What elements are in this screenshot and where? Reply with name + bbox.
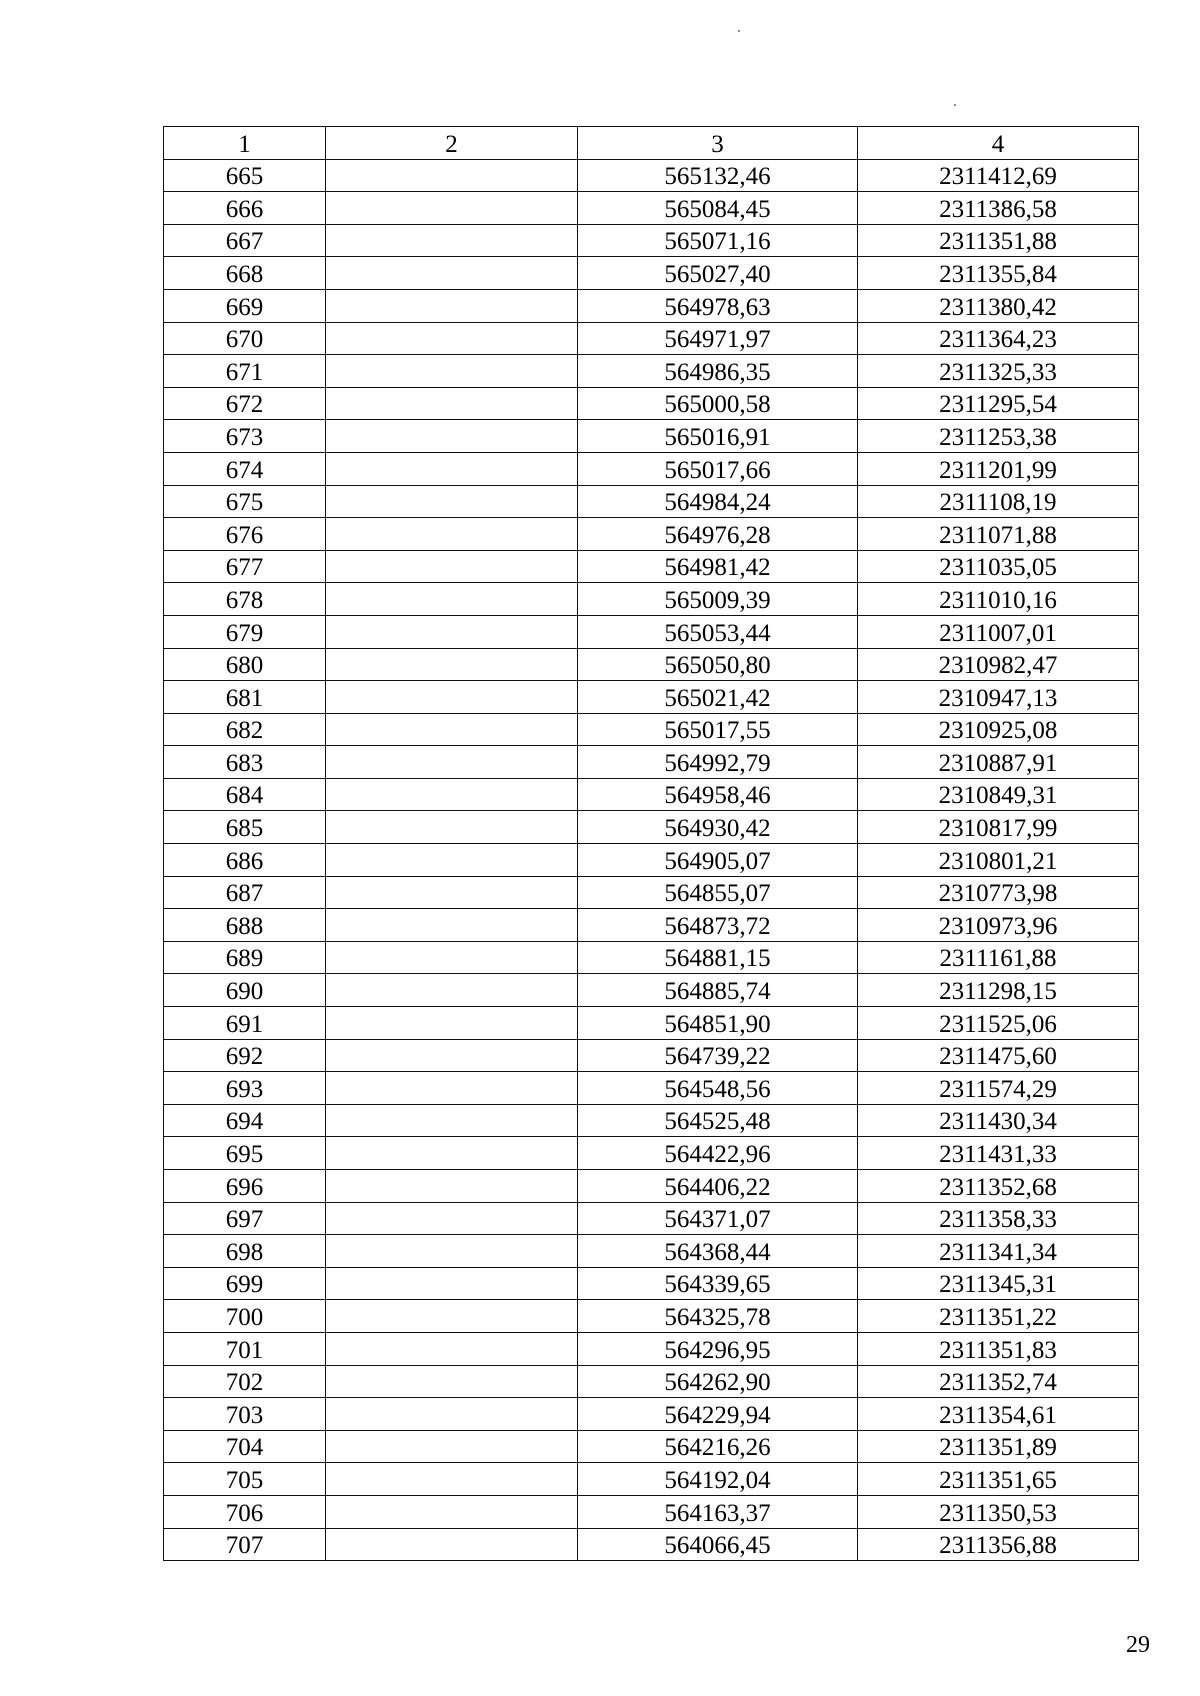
- col-2-cell: [326, 1463, 578, 1496]
- point-number-cell: 697: [164, 1202, 326, 1235]
- table-row: [164, 1267, 1139, 1300]
- x-coordinate-cell: 564971,97: [578, 322, 858, 355]
- x-coordinate-cell: 564881,15: [578, 941, 858, 974]
- y-coordinate-cell: 2311430,34: [858, 1104, 1139, 1137]
- table-row: [164, 1235, 1139, 1268]
- col-2-cell: [326, 355, 578, 388]
- col-2-cell: [326, 1267, 578, 1300]
- point-number-cell: 673: [164, 420, 326, 453]
- x-coordinate-cell: 564339,65: [578, 1267, 858, 1300]
- table-row: [164, 941, 1139, 974]
- x-coordinate-cell: 564525,48: [578, 1104, 858, 1137]
- y-coordinate-cell: 2311354,61: [858, 1398, 1139, 1431]
- table-row: [164, 778, 1139, 811]
- point-number-cell: 674: [164, 452, 326, 485]
- x-coordinate-cell: 565017,55: [578, 713, 858, 746]
- col-2-cell: [326, 1398, 578, 1431]
- col-2-cell: [326, 322, 578, 355]
- x-coordinate-cell: 564406,22: [578, 1170, 858, 1203]
- col-2-cell: [326, 1072, 578, 1105]
- y-coordinate-cell: 2311161,88: [858, 941, 1139, 974]
- point-number-cell: 680: [164, 648, 326, 681]
- table-row: [164, 681, 1139, 714]
- point-number-cell: 693: [164, 1072, 326, 1105]
- col-2-cell: [326, 289, 578, 322]
- table-row: [164, 1463, 1139, 1496]
- point-number-cell: 691: [164, 1007, 326, 1040]
- table-row: [164, 876, 1139, 909]
- scan-speck: [738, 30, 740, 32]
- table-row: [164, 420, 1139, 453]
- table-row: [164, 452, 1139, 485]
- x-coordinate-cell: 564873,72: [578, 909, 858, 942]
- point-number-cell: 666: [164, 192, 326, 225]
- table-row: [164, 648, 1139, 681]
- col-2-cell: [326, 1170, 578, 1203]
- y-coordinate-cell: 2311325,33: [858, 355, 1139, 388]
- point-number-cell: 681: [164, 681, 326, 714]
- y-coordinate-cell: 2311007,01: [858, 615, 1139, 648]
- col-2-cell: [326, 778, 578, 811]
- col-2-cell: [326, 387, 578, 420]
- x-coordinate-cell: 564978,63: [578, 289, 858, 322]
- y-coordinate-cell: 2310773,98: [858, 876, 1139, 909]
- col-2-cell: [326, 1430, 578, 1463]
- col-2-cell: [326, 420, 578, 453]
- col-2-cell: [326, 452, 578, 485]
- table-row: [164, 1072, 1139, 1105]
- col-2-cell: [326, 159, 578, 192]
- y-coordinate-cell: 2310925,08: [858, 713, 1139, 746]
- col-2-cell: [326, 550, 578, 583]
- x-coordinate-cell: 565053,44: [578, 615, 858, 648]
- col-2-cell: [326, 518, 578, 551]
- point-number-cell: 705: [164, 1463, 326, 1496]
- x-coordinate-cell: 565021,42: [578, 681, 858, 714]
- table-header: [164, 127, 1139, 160]
- point-number-cell: 686: [164, 844, 326, 877]
- point-number-cell: 675: [164, 485, 326, 518]
- x-coordinate-cell: 564216,26: [578, 1430, 858, 1463]
- table-row: [164, 518, 1139, 551]
- y-coordinate-cell: 2311386,58: [858, 192, 1139, 225]
- point-number-cell: 670: [164, 322, 326, 355]
- table-row: [164, 1170, 1139, 1203]
- y-coordinate-cell: 2311351,22: [858, 1300, 1139, 1333]
- x-coordinate-cell: 565027,40: [578, 257, 858, 290]
- col-2-cell: [326, 1202, 578, 1235]
- col-2-cell: [326, 1007, 578, 1040]
- y-coordinate-cell: 2311574,29: [858, 1072, 1139, 1105]
- point-number-cell: 685: [164, 811, 326, 844]
- col-2-cell: [326, 746, 578, 779]
- page-number: 29: [1126, 1632, 1150, 1658]
- table-row: [164, 387, 1139, 420]
- header-col-2: 2: [326, 127, 578, 160]
- table-row: [164, 1039, 1139, 1072]
- col-2-cell: [326, 1039, 578, 1072]
- y-coordinate-cell: 2311364,23: [858, 322, 1139, 355]
- point-number-cell: 702: [164, 1365, 326, 1398]
- table-row: [164, 355, 1139, 388]
- x-coordinate-cell: 564885,74: [578, 974, 858, 1007]
- table-row: [164, 746, 1139, 779]
- scan-speck: [954, 104, 956, 106]
- table-row: [164, 1528, 1139, 1561]
- table-body: [164, 159, 1139, 1561]
- point-number-cell: 699: [164, 1267, 326, 1300]
- point-number-cell: 687: [164, 876, 326, 909]
- point-number-cell: 676: [164, 518, 326, 551]
- point-number-cell: 698: [164, 1235, 326, 1268]
- y-coordinate-cell: 2310973,96: [858, 909, 1139, 942]
- table-row: [164, 550, 1139, 583]
- point-number-cell: 690: [164, 974, 326, 1007]
- y-coordinate-cell: 2311431,33: [858, 1137, 1139, 1170]
- x-coordinate-cell: 564368,44: [578, 1235, 858, 1268]
- col-2-cell: [326, 648, 578, 681]
- y-coordinate-cell: 2311071,88: [858, 518, 1139, 551]
- x-coordinate-cell: 565009,39: [578, 583, 858, 616]
- y-coordinate-cell: 2311351,83: [858, 1332, 1139, 1365]
- col-2-cell: [326, 713, 578, 746]
- table-row: [164, 615, 1139, 648]
- y-coordinate-cell: 2310947,13: [858, 681, 1139, 714]
- col-2-cell: [326, 974, 578, 1007]
- y-coordinate-cell: 2311345,31: [858, 1267, 1139, 1300]
- point-number-cell: 692: [164, 1039, 326, 1072]
- y-coordinate-cell: 2311352,68: [858, 1170, 1139, 1203]
- x-coordinate-cell: 565017,66: [578, 452, 858, 485]
- col-2-cell: [326, 1235, 578, 1268]
- table-row: [164, 1007, 1139, 1040]
- table-row: [164, 289, 1139, 322]
- point-number-cell: 684: [164, 778, 326, 811]
- x-coordinate-cell: 564984,24: [578, 485, 858, 518]
- header-col-1: 1: [164, 127, 326, 160]
- table-row: [164, 1104, 1139, 1137]
- point-number-cell: 679: [164, 615, 326, 648]
- x-coordinate-cell: 564325,78: [578, 1300, 858, 1333]
- x-coordinate-cell: 564958,46: [578, 778, 858, 811]
- x-coordinate-cell: 565016,91: [578, 420, 858, 453]
- y-coordinate-cell: 2311341,34: [858, 1235, 1139, 1268]
- header-col-3: 3: [578, 127, 858, 160]
- y-coordinate-cell: 2311475,60: [858, 1039, 1139, 1072]
- table-row: [164, 257, 1139, 290]
- x-coordinate-cell: 565071,16: [578, 224, 858, 257]
- col-2-cell: [326, 1137, 578, 1170]
- x-coordinate-cell: 565050,80: [578, 648, 858, 681]
- col-2-cell: [326, 1332, 578, 1365]
- x-coordinate-cell: 564986,35: [578, 355, 858, 388]
- y-coordinate-cell: 2311253,38: [858, 420, 1139, 453]
- y-coordinate-cell: 2310982,47: [858, 648, 1139, 681]
- col-2-cell: [326, 1365, 578, 1398]
- col-2-cell: [326, 1300, 578, 1333]
- table-row: [164, 224, 1139, 257]
- y-coordinate-cell: 2311350,53: [858, 1495, 1139, 1528]
- y-coordinate-cell: 2311352,74: [858, 1365, 1139, 1398]
- point-number-cell: 694: [164, 1104, 326, 1137]
- x-coordinate-cell: 564163,37: [578, 1495, 858, 1528]
- point-number-cell: 695: [164, 1137, 326, 1170]
- col-2-cell: [326, 876, 578, 909]
- x-coordinate-cell: 564296,95: [578, 1332, 858, 1365]
- col-2-cell: [326, 224, 578, 257]
- col-2-cell: [326, 257, 578, 290]
- point-number-cell: 700: [164, 1300, 326, 1333]
- col-2-cell: [326, 941, 578, 974]
- x-coordinate-cell: 564739,22: [578, 1039, 858, 1072]
- col-2-cell: [326, 909, 578, 942]
- x-coordinate-cell: 564066,45: [578, 1528, 858, 1561]
- y-coordinate-cell: 2310849,31: [858, 778, 1139, 811]
- table-row: [164, 485, 1139, 518]
- point-number-cell: 688: [164, 909, 326, 942]
- point-number-cell: 668: [164, 257, 326, 290]
- x-coordinate-cell: 564192,04: [578, 1463, 858, 1496]
- point-number-cell: 706: [164, 1495, 326, 1528]
- col-2-cell: [326, 192, 578, 225]
- table-row: [164, 1300, 1139, 1333]
- header-row: [164, 127, 1139, 160]
- y-coordinate-cell: 2310817,99: [858, 811, 1139, 844]
- y-coordinate-cell: 2311201,99: [858, 452, 1139, 485]
- table-row: [164, 974, 1139, 1007]
- col-2-cell: [326, 1104, 578, 1137]
- x-coordinate-cell: 564262,90: [578, 1365, 858, 1398]
- table-row: [164, 159, 1139, 192]
- x-coordinate-cell: 564855,07: [578, 876, 858, 909]
- x-coordinate-cell: 565084,45: [578, 192, 858, 225]
- col-2-cell: [326, 1528, 578, 1561]
- point-number-cell: 703: [164, 1398, 326, 1431]
- col-2-cell: [326, 681, 578, 714]
- y-coordinate-cell: 2311525,06: [858, 1007, 1139, 1040]
- point-number-cell: 678: [164, 583, 326, 616]
- col-2-cell: [326, 583, 578, 616]
- point-number-cell: 682: [164, 713, 326, 746]
- table-row: [164, 1332, 1139, 1365]
- y-coordinate-cell: 2311412,69: [858, 159, 1139, 192]
- x-coordinate-cell: 564851,90: [578, 1007, 858, 1040]
- table-row: [164, 1137, 1139, 1170]
- table-row: [164, 909, 1139, 942]
- y-coordinate-cell: 2311351,65: [858, 1463, 1139, 1496]
- point-number-cell: 665: [164, 159, 326, 192]
- point-number-cell: 701: [164, 1332, 326, 1365]
- x-coordinate-cell: 564422,96: [578, 1137, 858, 1170]
- table-row: [164, 1430, 1139, 1463]
- y-coordinate-cell: 2311298,15: [858, 974, 1139, 1007]
- x-coordinate-cell: 564992,79: [578, 746, 858, 779]
- point-number-cell: 671: [164, 355, 326, 388]
- y-coordinate-cell: 2311295,54: [858, 387, 1139, 420]
- x-coordinate-cell: 564905,07: [578, 844, 858, 877]
- x-coordinate-cell: 564981,42: [578, 550, 858, 583]
- table-row: [164, 583, 1139, 616]
- point-number-cell: 672: [164, 387, 326, 420]
- point-number-cell: 704: [164, 1430, 326, 1463]
- x-coordinate-cell: 564548,56: [578, 1072, 858, 1105]
- x-coordinate-cell: 564930,42: [578, 811, 858, 844]
- col-2-cell: [326, 485, 578, 518]
- point-number-cell: 689: [164, 941, 326, 974]
- col-2-cell: [326, 844, 578, 877]
- col-2-cell: [326, 811, 578, 844]
- table-row: [164, 713, 1139, 746]
- y-coordinate-cell: 2311380,42: [858, 289, 1139, 322]
- table-row: [164, 1365, 1139, 1398]
- table-row: [164, 1398, 1139, 1431]
- table-row: [164, 322, 1139, 355]
- header-col-4: 4: [858, 127, 1139, 160]
- point-number-cell: 696: [164, 1170, 326, 1203]
- point-number-cell: 707: [164, 1528, 326, 1561]
- x-coordinate-cell: 565132,46: [578, 159, 858, 192]
- point-number-cell: 683: [164, 746, 326, 779]
- y-coordinate-cell: 2310887,91: [858, 746, 1139, 779]
- col-2-cell: [326, 615, 578, 648]
- table-row: [164, 1495, 1139, 1528]
- y-coordinate-cell: 2311351,88: [858, 224, 1139, 257]
- col-2-cell: [326, 1495, 578, 1528]
- y-coordinate-cell: 2311035,05: [858, 550, 1139, 583]
- table-row: [164, 844, 1139, 877]
- x-coordinate-cell: 564976,28: [578, 518, 858, 551]
- table-row: [164, 1202, 1139, 1235]
- y-coordinate-cell: 2311358,33: [858, 1202, 1139, 1235]
- y-coordinate-cell: 2311355,84: [858, 257, 1139, 290]
- table-row: [164, 811, 1139, 844]
- point-number-cell: 669: [164, 289, 326, 322]
- point-number-cell: 677: [164, 550, 326, 583]
- table-row: [164, 192, 1139, 225]
- x-coordinate-cell: 564229,94: [578, 1398, 858, 1431]
- coordinates-table: [163, 126, 1139, 1561]
- y-coordinate-cell: 2310801,21: [858, 844, 1139, 877]
- x-coordinate-cell: 565000,58: [578, 387, 858, 420]
- point-number-cell: 667: [164, 224, 326, 257]
- y-coordinate-cell: 2311108,19: [858, 485, 1139, 518]
- x-coordinate-cell: 564371,07: [578, 1202, 858, 1235]
- y-coordinate-cell: 2311351,89: [858, 1430, 1139, 1463]
- y-coordinate-cell: 2311356,88: [858, 1528, 1139, 1561]
- y-coordinate-cell: 2311010,16: [858, 583, 1139, 616]
